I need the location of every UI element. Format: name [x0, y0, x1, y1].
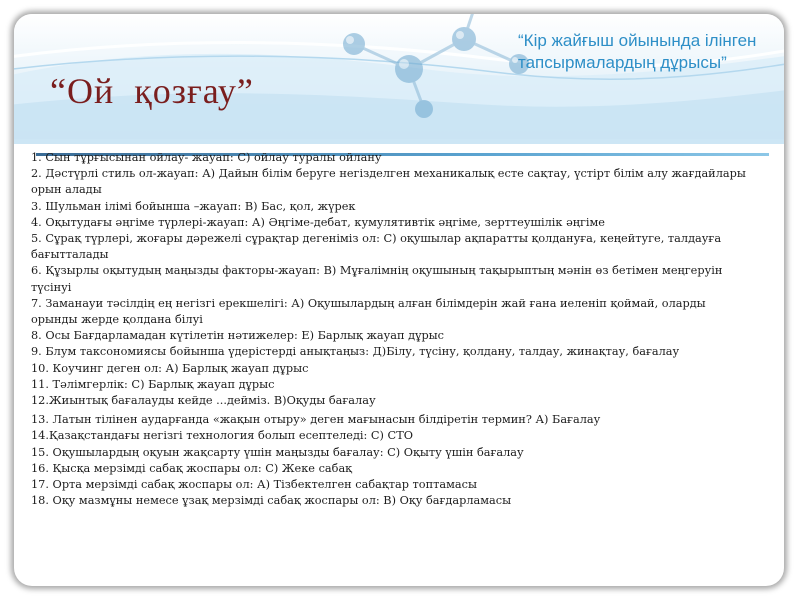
answer-item: 16. Қысқа мерзімді сабақ жоспары ол: С) Жеке сабақ — [31, 461, 353, 475]
answer-item: 12.Жиынтық бағалауды кейде ...дейміз. В)Оқуды бағалау — [31, 394, 376, 408]
answer-item: 8. Осы Бағдарламадан күтілетін нәтижелер: Е) Барлық жауап дұрыс — [31, 329, 445, 343]
answer-item: 15. Оқушылардың оқуын жақсарту үшін маңызды бағалау: С) Оқыту үшін бағалау — [31, 445, 524, 459]
answer-item: 2. Дәстүрлі стиль ол-жауап: А) Дайын білім беруге негізделген механикалық есте сақтау, үстірт білім алу жағдайлары орын алады — [31, 167, 746, 197]
answers-list — [31, 150, 751, 509]
answer-item: 10. Коучинг деген ол: А) Барлық жауап дұрыс — [31, 361, 309, 375]
answer-item: 13. Латын тілінен аударғанда «жақын отыру» деген мағынасын білдіретін термин? А) Бағалау — [31, 413, 601, 427]
answer-item: 7. Заманауи тәсілдің ең негізгі ерекшелігі: А) Оқушылардың алған білімдерін жай ғана иеленіп қоймай, оларды орынды жерде қолдана білуі — [31, 296, 706, 327]
answer-item: 14.Қазақстандағы негізгі технология болып есептеледі: С) СТО — [31, 429, 413, 443]
answer-item: 5. Сұрақ түрлері, жоғары дәрежелі сұрақтар дегеніміз ол: С) оқушылар ақпаратты қолдануға, кеңейтуге, талдауға бағытталады — [31, 232, 722, 262]
answer-item: 1. Сын тұрғысынан ойлау- жауап: С) ойлау туралы ойлану — [31, 151, 382, 164]
answer-item: 18. Оқу мазмұны немесе ұзақ мерзімді сабақ жоспары ол: В) Оқу бағдарламасы — [31, 494, 512, 508]
answer-item: 3. Шульман ілімі бойынша –жауап: В) Бас, қол, жүрек — [31, 199, 356, 213]
answer-item: 6. Құзырлы оқытудың маңызды факторы-жауап: В) Мұғалімнің оқушының тақырыптың мәнін өз бетімен меңгеруін түсінуі — [31, 264, 723, 294]
answer-item: 17. Орта мерзімді сабақ жоспары ол: А) Тізбектелген сабақтар топтамасы — [31, 478, 477, 492]
answer-item: 9. Блум таксономиясы бойынша үдерістерді анықтаңыз: Д)Білу, түсіну, қолдану, талдау, жинақтау, бағалау — [31, 345, 680, 359]
answer-item: 11. Тәлімгерлік: С) Барлық жауап дұрыс — [31, 377, 275, 391]
slide-subtitle: “Кір жайғыш ойынында ілінген тапсырмалардың дұрысы” — [518, 31, 757, 72]
answer-item: 4. Оқытудағы әңгіме түрлері-жауап: А) Әңгіме-дебат, кумулятивтік әңгіме, зерттеушілік әңгіме — [31, 215, 605, 229]
slide-title: “Ой қозғау” — [50, 71, 254, 111]
